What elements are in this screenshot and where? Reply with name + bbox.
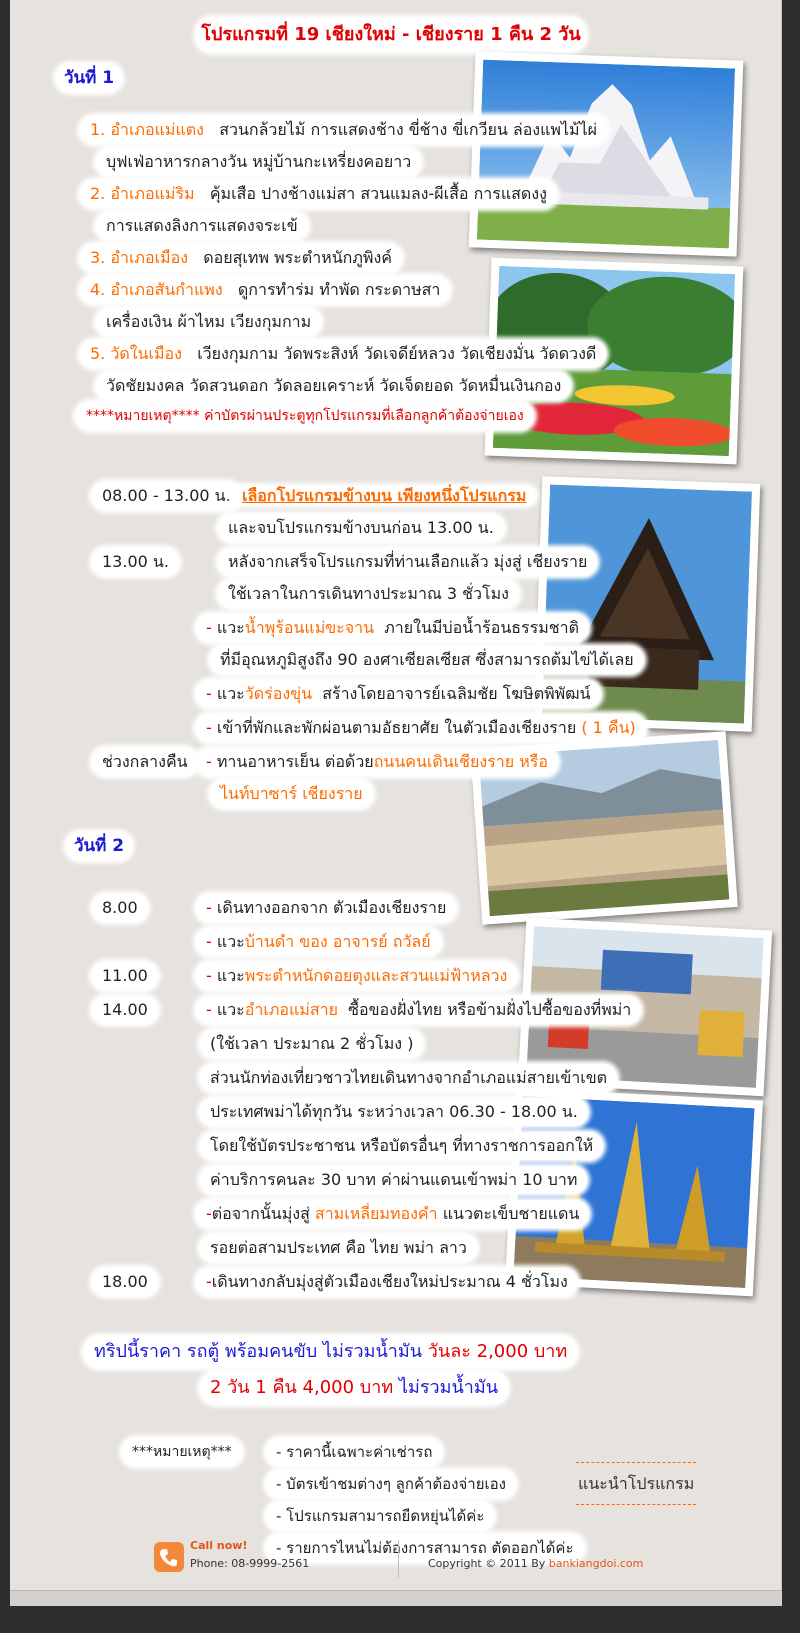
notes-item-1: - ราคานี้เฉพาะค่าเช่ารถ — [266, 1438, 442, 1466]
item-number: 3. — [90, 248, 106, 267]
item-number: 4. — [90, 280, 106, 299]
schedule-time-night: ช่วงกลางคืน — [92, 748, 198, 776]
dash: - — [206, 966, 212, 985]
dash: - — [206, 1204, 212, 1223]
stop-desc: เข้าที่พักและพักผ่อนตามอัธยาศัย ในตัวเมืองเชียงราย — [216, 718, 577, 737]
day2-three-countries: รอยต่อสามประเทศ คือ ไทย พม่า ลาว — [200, 1234, 477, 1262]
photo-white-temple — [469, 51, 744, 256]
content-area — [10, 0, 782, 1590]
item-place: อำเภอสันกำแพง — [110, 280, 223, 299]
stop-desc: ภายในมีบ่อน้ำร้อนธรรมชาติ — [384, 618, 579, 637]
schedule-choose-program — [232, 482, 536, 510]
recommend-program-link[interactable]: แนะนำโปรแกรม — [578, 1474, 695, 1493]
item-place: อำเภอเมือง — [110, 248, 189, 267]
copyright-text: Copyright © 2011 By — [428, 1557, 546, 1570]
schedule-time-0800: 08.00 - 13.00 น. — [92, 482, 241, 510]
stop-night: ( 1 คืน) — [581, 718, 636, 737]
day2-mae-sai-duration: (ใช้เวลา ประมาณ 2 ชั่วโมง ) — [200, 1030, 423, 1058]
notes-item-4: - รายการไหนไม่ต้องการสามารถ ตัดออกได้ค่ะ — [266, 1534, 584, 1562]
day2-time-1100: 11.00 — [92, 962, 158, 990]
day1-item-2-line2: การแสดงลิงการแสดงจระเข้ — [96, 212, 308, 240]
phone-icon — [154, 1542, 184, 1572]
schedule-after-program: หลังจากเสร็จโปรแกรมที่ท่านเลือกแล้ว มุ่งสู่ เชียงราย — [218, 548, 597, 576]
item-place: วัดในเมือง — [110, 344, 182, 363]
item-place: อำเภอแม่ริม — [110, 184, 195, 203]
item-desc: เวียงกุมกาม วัดพระสิงห์ วัดเจดีย์หลวง วัดเชียงมั่น วัดดวงดี — [197, 344, 597, 363]
day1-item-4 — [80, 276, 450, 304]
price-desc: ทริปนี้ราคา รถตู้ พร้อมคนขับ ไม่รวมน้ำมัน — [94, 1341, 423, 1362]
day2-mae-sai-l4: ประเทศพม่าได้ทุกวัน ระหว่างเวลา 06.30 - 18.00 น. — [200, 1098, 588, 1126]
notes-item-3: - โปรแกรมสามารถยืดหยุ่นได้ค่ะ — [266, 1502, 494, 1530]
notes-item-2: - บัตรเข้าชมต่างๆ ลูกค้าต้องจ่ายเอง — [266, 1470, 516, 1498]
day1-item-3 — [80, 244, 402, 272]
day2-time-0800: 8.00 — [92, 894, 148, 922]
item-number: 5. — [90, 344, 106, 363]
price-per-day: วันละ 2,000 บาท — [427, 1341, 568, 1362]
stop-place: น้ำพุร้อนแม่ขะจาน — [244, 618, 375, 637]
item-desc: ดอยสุเทพ พระตำหนักภูพิงค์ — [203, 248, 392, 267]
day2-stop-doi-tung — [196, 962, 517, 990]
price-no-fuel: ไม่รวมน้ำมัน — [398, 1377, 499, 1398]
stop-desc: แนวตะเข็บชายแดน — [442, 1204, 580, 1223]
day1-item-5-line2: วัดชัยมงคล วัดสวนดอก วัดลอยเคราะห์ วัดเจ็ดยอด วัดหมื่นเงินกอง — [96, 372, 571, 400]
return-text: เดินทางกลับมุ่งสู่ตัวเมืองเชียงใหม่ประมาณ 4 ชั่วโมง — [211, 1272, 568, 1291]
stop-place: อำเภอแม่สาย — [244, 1000, 338, 1019]
footer-divider — [398, 1540, 399, 1578]
item-desc: สวนกล้วยไม้ การแสดงช้าง ขี่ช้าง ขี่เกวียน ล่องแพไม้ไผ่ — [219, 120, 597, 139]
dash: - — [206, 618, 212, 637]
price-line-2 — [200, 1372, 508, 1404]
schedule-stop-white-temple — [196, 680, 601, 708]
schedule-travel-time: ใช้เวลาในการเดินทางประมาณ 3 ชั่วโมง — [218, 580, 519, 608]
dash: - — [206, 1272, 212, 1291]
call-now-label: Call now! — [190, 1539, 248, 1552]
day2-depart — [196, 894, 456, 922]
day2-label: วันที่ 2 — [66, 832, 132, 860]
recommend-divider-top — [576, 1462, 696, 1463]
recommend-divider-bottom — [576, 1504, 696, 1505]
day2-stop-baan-dam — [196, 928, 441, 956]
stop-desc: สร้างโดยอาจารย์เฉลิมชัย โฆษิตพิพัฒน์ — [322, 684, 591, 703]
walking-street: ถนนคนเดินเชียงราย หรือ — [373, 752, 548, 771]
page-title: โปรแกรมที่ 19 เชียงใหม่ - เชียงราย 1 คืน 2 วัน — [196, 18, 586, 52]
day2-mae-sai-l5: โดยใช้บัตรประชาชน หรือบัตรอื่นๆ ที่ทางราชการออกให้ — [200, 1132, 603, 1160]
price-line-1 — [84, 1336, 577, 1368]
schedule-stop-hot-spring — [196, 614, 589, 642]
choose-program-text: เลือกโปรแกรมข้างบน เพียงหนึ่งโปรแกรม — [232, 486, 536, 505]
site-link[interactable]: bankiangdoi.com — [548, 1557, 644, 1570]
dinner-text: ทานอาหารเย็น ต่อด้วย — [216, 752, 374, 771]
day1-note: ****หมายเหตุ**** ค่าบัตรผ่านประตูทุกโปรแกรมที่เลือกลูกค้าต้องจ่ายเอง — [76, 402, 534, 430]
dash: - — [206, 684, 212, 703]
day1-item-5 — [80, 340, 606, 368]
phone-number[interactable]: Phone: 08-9999-2561 — [190, 1557, 310, 1570]
stop-prefix: แวะ — [216, 618, 245, 637]
dash: - — [206, 1000, 212, 1019]
copyright — [428, 1556, 643, 1572]
day1-label: วันที่ 1 — [56, 64, 122, 92]
schedule-night-bazaar: ไนท์บาซาร์ เชียงราย — [210, 780, 373, 808]
day1-item-1-line2: บุฟเฟ่อาหารกลางวัน หมู่บ้านกะเหรี่ยงคอยาว — [96, 148, 421, 176]
day2-mae-sai-l3: ส่วนนักท่องเที่ยวชาวไทยเดินทางจากอำเภอแม่สายเข้าเขต — [200, 1064, 617, 1092]
stop-prefix: แวะ — [216, 966, 245, 985]
item-desc: คุ้มเสือ ปางช้างแม่สา สวนแมลง-ผีเสื้อ การแสดงงู — [209, 184, 547, 203]
item-number: 1. — [90, 120, 106, 139]
day2-return — [196, 1268, 578, 1296]
item-desc: ดูการทำร่ม ทำพัด กระดาษสา — [237, 280, 441, 299]
dash: - — [206, 718, 212, 737]
stop-place: สามเหลี่ยมทองคำ — [314, 1204, 438, 1223]
schedule-time-1300: 13.00 น. — [92, 548, 179, 576]
notes-label: ***หมายเหตุ*** — [122, 1438, 242, 1466]
day2-time-1800: 18.00 — [92, 1268, 158, 1296]
day1-item-4-line2: เครื่องเงิน ผ้าไหม เวียงกุมกาม — [96, 308, 321, 336]
dash: - — [206, 932, 212, 951]
day2-time-1400: 14.00 — [92, 996, 158, 1024]
item-number: 2. — [90, 184, 106, 203]
dash: - — [206, 752, 212, 771]
stop-desc: ซื้อของฝั่งไทย หรือข้ามฝั่งไปซื้อของที่พม่า — [348, 1000, 632, 1019]
schedule-dinner — [196, 748, 558, 776]
stop-prefix: แวะ — [216, 684, 245, 703]
day2-mae-sai-l6: ค่าบริการคนละ 30 บาท ค่าผ่านแดนเข้าพม่า 10 บาท — [200, 1166, 587, 1194]
day1-item-1 — [80, 116, 607, 144]
item-place: อำเภอแม่แตง — [110, 120, 204, 139]
schedule-hot-spring-desc: ที่มีอุณหภูมิสูงถึง 90 องศาเซียลเซียส ซึ่งสามารถต้มไข่ได้เลย — [210, 646, 644, 674]
stop-place: พระตำหนักดอยตุงและสวนแม่ฟ้าหลวง — [244, 966, 508, 985]
bottom-bar — [10, 1590, 782, 1606]
day2-golden-triangle — [196, 1200, 589, 1228]
dash: - — [206, 898, 212, 917]
schedule-finish-before: และจบโปรแกรมข้างบนก่อน 13.00 น. — [218, 514, 504, 542]
stop-prefix: แวะ — [216, 1000, 245, 1019]
day2-stop-mae-sai — [196, 996, 641, 1024]
stop-prefix: แวะ — [216, 932, 245, 951]
price-total: 2 วัน 1 คืน 4,000 บาท — [210, 1377, 394, 1398]
stop-place: วัดร่องขุ่น — [244, 684, 313, 703]
day1-item-2 — [80, 180, 557, 208]
stop-place: บ้านดำ ของ อาจารย์ ถวัลย์ — [244, 932, 431, 951]
depart-text: เดินทางออกจาก ตัวเมืองเชียงราย — [216, 898, 447, 917]
next-prefix: ต่อจากนั้นมุ่งสู่ — [211, 1204, 310, 1223]
schedule-stop-hotel — [196, 714, 646, 742]
